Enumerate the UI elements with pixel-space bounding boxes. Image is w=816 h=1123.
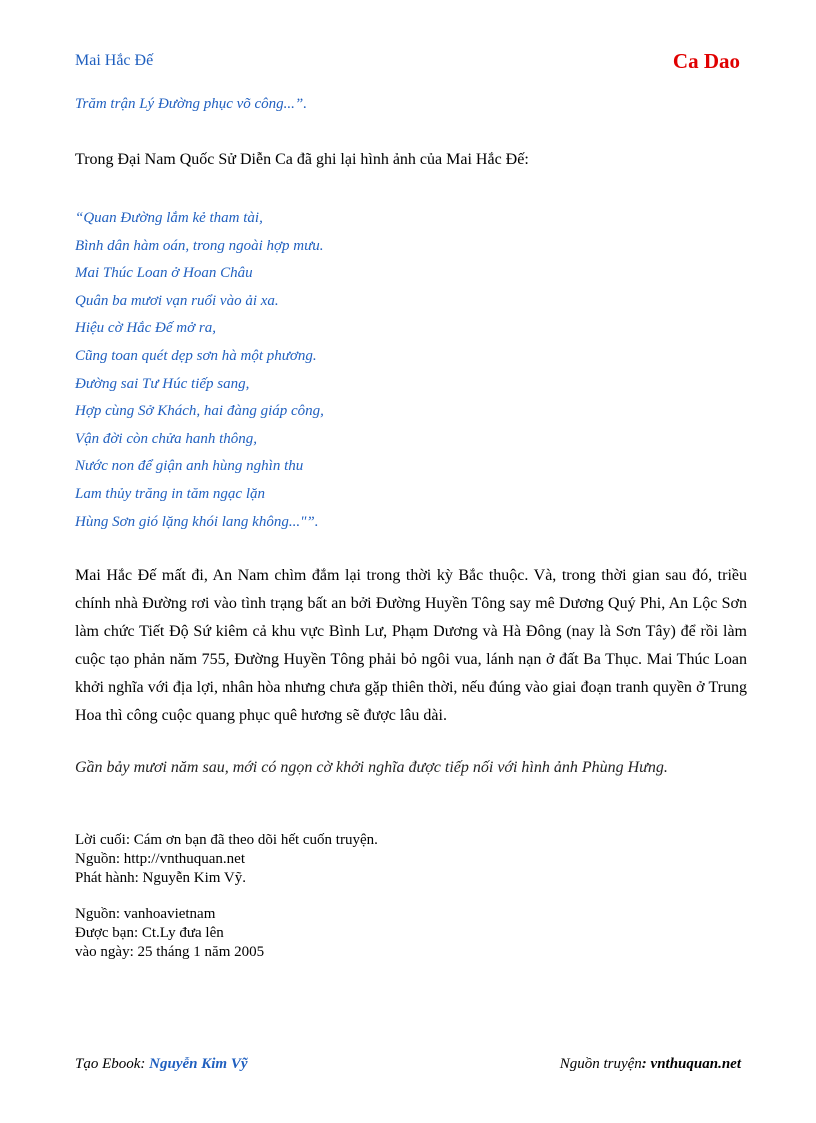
poem-line: Nước non để giận anh hùng nghìn thu — [75, 458, 304, 475]
verse-end-line: Trăm trận Lý Đường phục võ công...”. — [75, 96, 308, 112]
poem-line: Mai Thúc Loan ở Hoan Châu — [75, 265, 253, 282]
footer-ebook-name: Nguyễn Kim Vỹ — [149, 1056, 248, 1072]
body-paragraph: Mai Hắc Đế mất đi, An Nam chìm đắm lại trong thời kỳ Bắc thuộc. Và, trong thời gian sau đó, triều chính nhà Đường rơi vào tình trạng bất an bởi Đường Huyền Tông say mê Dương Quý Phi, An Lộc Sơn làm chức Tiết Độ Sứ kiêm cả khu vực Bình Lư, Phạm Dương và Hà Đông (nay là Sơn Tây) để rồi làm cuộc tạo phản năm 755, Đường Huyền Tông phải bỏ ngôi vua, lánh nạn ở đất Ba Thục. Mai Thúc Loan khởi nghĩa với địa lợi, nhân hòa nhưng chưa gặp thiên thời, nếu đúng vào giai đoạn tranh quyền ở Trung Hoa thì công cuộc quang phục quê hương sẽ được lâu dài. — [75, 567, 747, 724]
intro-line: Trong Đại Nam Quốc Sử Diễn Ca đã ghi lại hình ảnh của Mai Hắc Đế: — [75, 151, 529, 168]
poem-line: Quân ba mươi vạn ruổi vào ải xa. — [75, 292, 279, 309]
poem-line: Bình dân hàm oán, trong ngoài hợp mưu. — [75, 237, 324, 254]
footer-source-label: Nguồn truyện — [559, 1056, 642, 1072]
uploader-line: Được bạn: Ct.Ly đưa lên — [75, 925, 224, 941]
footer-separator: : — [140, 1056, 150, 1072]
footer-source-site: vnthuquan.net — [650, 1056, 741, 1072]
date-line: vào ngày: 25 tháng 1 năm 2005 — [75, 944, 265, 960]
endnote-line: Lời cuối: Cám ơn bạn đã theo dõi hết cuốn truyện. — [75, 832, 378, 848]
poem-line: Hiệu cờ Hắc Đế mở ra, — [75, 320, 216, 337]
poem-line: Đường sai Tư Húc tiếp sang, — [75, 375, 250, 392]
footer-separator: : — [641, 1056, 651, 1072]
header-author: Mai Hắc Đế — [75, 52, 154, 69]
source-line: Nguồn: vanhoavietnam — [75, 906, 216, 922]
poem-line: Hùng Sơn gió lặng khói lang không..."”. — [75, 513, 319, 530]
poem-line: Hợp cùng Sở Khách, hai đàng giáp công, — [75, 403, 324, 420]
footer-source-credit — [560, 1056, 741, 1073]
header-category: Ca Dao — [672, 49, 740, 73]
poem-line: “Quan Đường lắm kẻ tham tài, — [75, 210, 263, 226]
closing-line: Gần bảy mươi năm sau, mới có ngọn cờ khởi nghĩa được tiếp nối với hình ảnh Phùng Hưng. — [75, 759, 668, 776]
endnote-block — [75, 831, 378, 888]
endnote-publisher: Phát hành: Nguyễn Kim Vỹ. — [75, 870, 246, 886]
poem-line: Cũng toan quét dẹp sơn hà một phương. — [75, 347, 317, 364]
poem-line: Lam thủy trăng in tăm ngạc lặn — [75, 485, 265, 502]
footer-ebook-label: Tạo Ebook — [75, 1056, 141, 1072]
source-block — [75, 905, 264, 962]
poem-line: Vận đời còn chửa hanh thông, — [75, 430, 257, 447]
endnote-source: Nguồn: http://vnthuquan.net — [75, 851, 245, 867]
poem — [75, 205, 735, 536]
footer-ebook-credit — [75, 1056, 248, 1073]
